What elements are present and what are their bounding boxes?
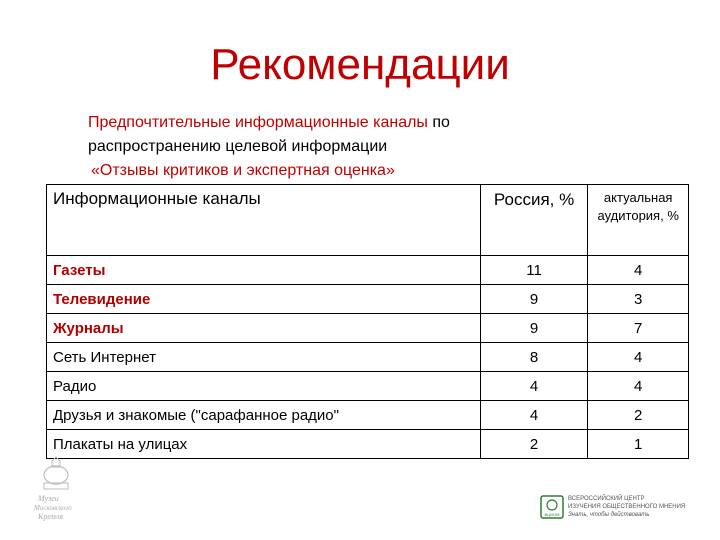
cell-channel: Друзья и знакомые ("сарафанное радио" (47, 401, 481, 430)
table-body (47, 256, 689, 459)
header-russia: Россия, % (480, 185, 588, 256)
svg-text:Кремля: Кремля (38, 512, 63, 521)
cell-russia: 9 (480, 285, 588, 314)
cell-russia: 11 (480, 256, 588, 285)
cell-audience: 1 (588, 430, 689, 459)
cell-russia: 4 (480, 401, 588, 430)
vciom-line2: ИЗУЧЕНИЯ ОБЩЕСТВЕННОГО МНЕНИЯ (568, 504, 686, 510)
vciom-logo (540, 495, 705, 523)
cell-russia: 9 (480, 314, 588, 343)
vciom-mark-icon (540, 495, 564, 519)
vciom-line3: Знать, чтобы действовать (568, 512, 650, 518)
cell-audience: 4 (588, 372, 689, 401)
kremlin-museums-logo (30, 455, 90, 525)
subtitle-rest: по распространению целевой информации (88, 114, 450, 155)
cell-russia: 2 (480, 430, 588, 459)
table-row (47, 343, 689, 372)
vciom-text (568, 495, 685, 519)
cell-channel: Журналы (47, 314, 481, 343)
table-row (47, 372, 689, 401)
page-title: Рекомендации (210, 40, 510, 89)
cell-channel: Сеть Интернет (47, 343, 481, 372)
cell-channel: Газеты (47, 256, 481, 285)
table-row (47, 256, 689, 285)
kremlin-logo-icon (30, 455, 90, 525)
cell-audience: 4 (588, 343, 689, 372)
cell-russia: 4 (480, 372, 588, 401)
cell-channel: Телевидение (47, 285, 481, 314)
table-row (47, 430, 689, 459)
svg-text:Московского: Московского (34, 504, 72, 512)
table-row (47, 314, 689, 343)
svg-text:Музеи: Музеи (38, 494, 59, 503)
cell-audience: 3 (588, 285, 689, 314)
cell-audience: 2 (588, 401, 689, 430)
cell-audience: 7 (588, 314, 689, 343)
cell-audience: 4 (588, 256, 689, 285)
header-audience: актуальная аудитория, % (588, 185, 689, 256)
channels-table (46, 184, 689, 459)
table-row (47, 285, 689, 314)
table-header-row (47, 185, 689, 256)
cell-russia: 8 (480, 343, 588, 372)
header-channels: Информационные каналы (47, 185, 481, 256)
cell-channel: Плакаты на улицах (47, 430, 481, 459)
subtitle (88, 111, 558, 183)
vciom-mark-text: ВЦИОМ (544, 512, 560, 517)
table-row (47, 401, 689, 430)
subtitle-quote: «Отзывы критиков и экспертная оценка» (91, 162, 395, 179)
subtitle-highlight: Предпочтительные информационные каналы (88, 114, 428, 131)
cell-channel: Радио (47, 372, 481, 401)
vciom-line1: ВСЕРОССИЙСКИЙ ЦЕНТР (568, 496, 645, 502)
